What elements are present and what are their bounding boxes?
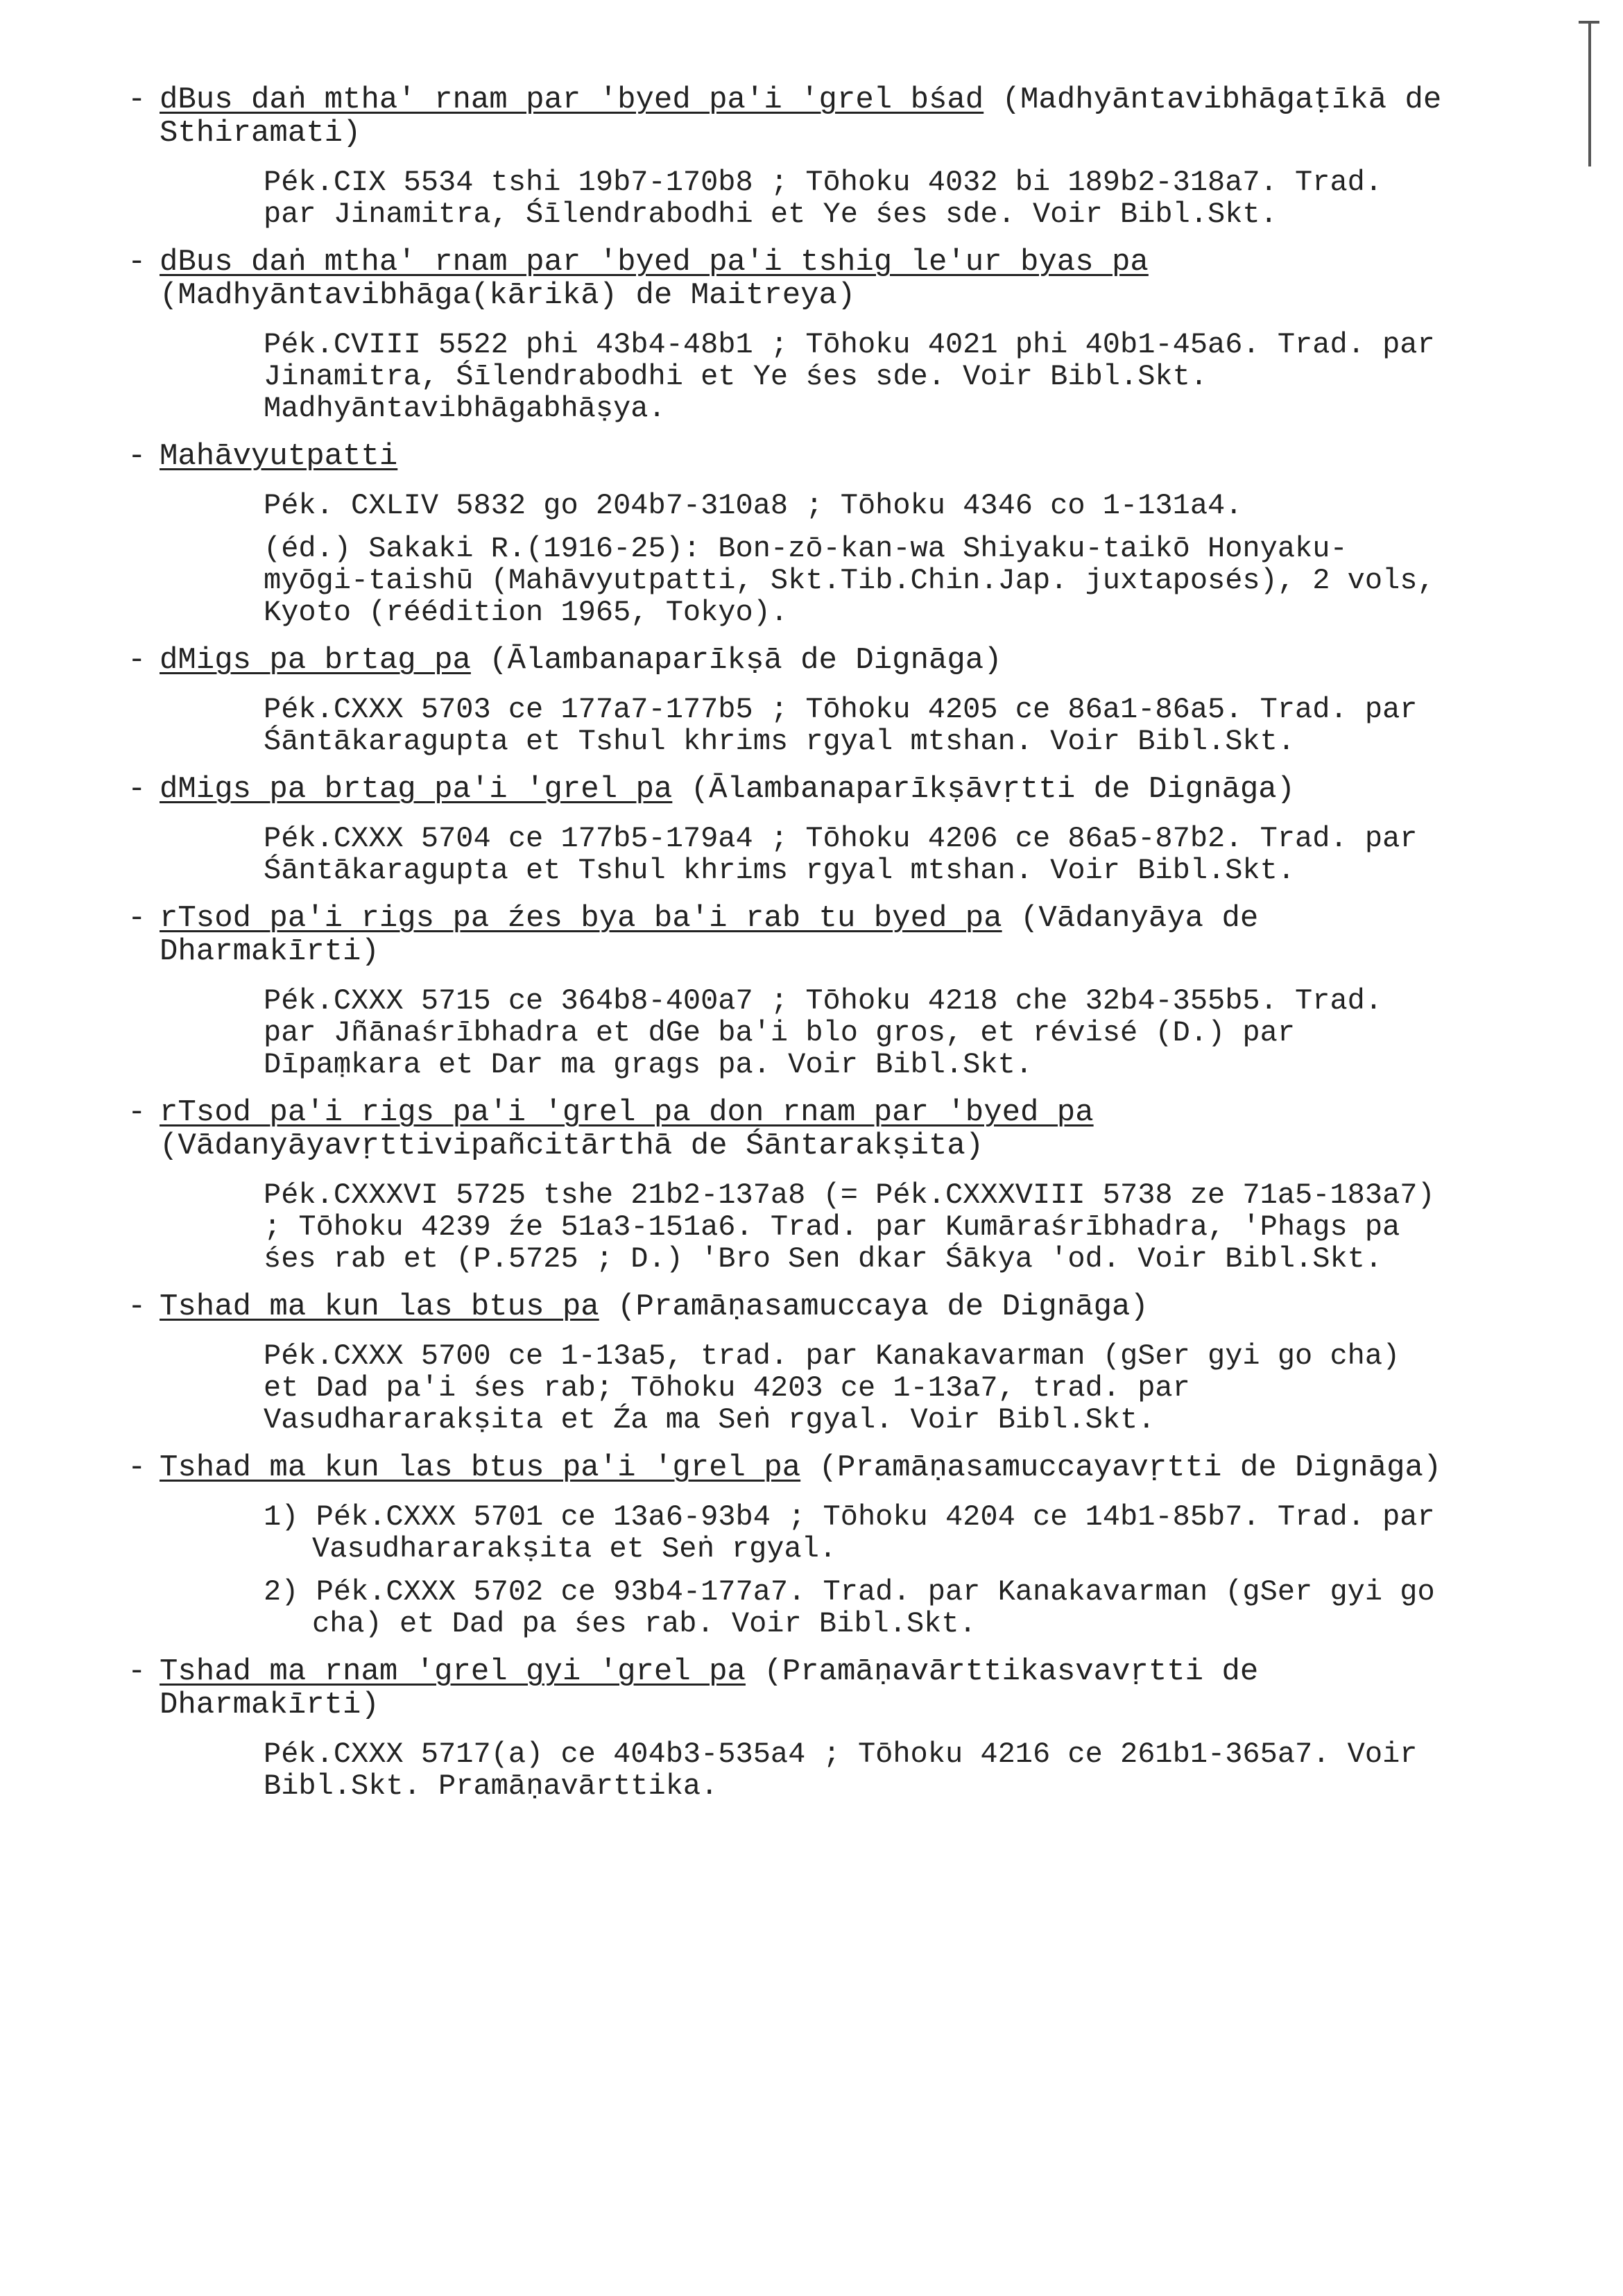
entry-details <box>104 1340 1491 1436</box>
sanskrit-title: (Vādanyāya de Dharmakīrti) <box>160 901 1259 969</box>
entry-details <box>104 490 1491 628</box>
tibetan-title: dBus daṅ mtha' rnam par 'byed pa'i 'grel bśad <box>160 83 984 117</box>
tibetan-title: Tshad ma kun las btus pa'i 'grel pa <box>160 1450 801 1485</box>
tibetan-title: Mahāvyutpatti <box>160 439 398 474</box>
tibetan-title: Tshad ma kun las btus pa <box>160 1290 599 1324</box>
bibliography-entry <box>104 773 1491 886</box>
sanskrit-title: (Vādanyāyavṛttivipañcitārthā de Śāntarakṣita) <box>160 1129 984 1163</box>
detail-line: Pék.CXXXVI 5725 tshe 21b2-137a8 (= Pék.CXXXVIII 5738 ze 71a5-183a7) ; Tōhoku 4239 źe 51a3-151a6. Trad. par Kumāraśrībhadra, 'Phags pa śes rab et (P.5725 ; D.) 'Bro Sen dkar Śākya 'od. Voir Bibl.Skt. <box>264 1179 1435 1276</box>
entry-heading: - Mahāvyutpatti <box>128 439 398 474</box>
tibetan-title: dMigs pa brtag pa'i 'grel pa <box>160 772 673 807</box>
bibliography-entry <box>104 902 1491 1081</box>
detail-line: Pék.CXXX 5704 ce 177b5-179a4 ; Tōhoku 4206 ce 86a5-87b2. Trad. par Śāntākaragupta et Tshul khrims rgyal mtshan. Voir Bibl.Skt. <box>264 822 1418 887</box>
sanskrit-title: (Pramāṇavārttikasvavṛtti de Dharmakīrti) <box>160 1654 1259 1722</box>
detail-line: 2) Pék.CXXX 5702 ce 93b4-177a7. Trad. par Kanakavarman (gSer gyi go cha) et Dad pa śes rab. Voir Bibl.Skt. <box>264 1575 1435 1640</box>
tibetan-title: rTsod pa'i rigs pa źes bya ba'i rab tu byed pa <box>160 901 1002 936</box>
entry-heading: - dMigs pa brtag pa (Ālambanaparīkṣā de Dignāga) <box>128 643 1002 678</box>
entry-details <box>104 329 1491 425</box>
sanskrit-title: (Ālambanaparīkṣāvṛtti de Dignāga) <box>690 772 1296 807</box>
sanskrit-title: (Ālambanaparīkṣā de Dignāga) <box>489 643 1002 678</box>
tibetan-title: dBus daṅ mtha' rnam par 'byed pa'i tshig le'ur byas pa <box>160 245 1149 280</box>
tibetan-title: dMigs pa brtag pa <box>160 643 471 678</box>
detail-line: Pék.CXXX 5703 ce 177a7-177b5 ; Tōhoku 4205 ce 86a1-86a5. Trad. par Śāntākaragupta et Tshul khrims rgyal mtshan. Voir Bibl.Skt. <box>264 693 1418 758</box>
entry-heading: - Tshad ma kun las btus pa'i 'grel pa (Pramāṇasamuccayavṛtti de Dignāga) <box>128 1450 1442 1485</box>
entry-details <box>104 694 1491 757</box>
entry-heading: - dBus daṅ mtha' rnam par 'byed pa'i tshig le'ur byas pa (Madhyāntavibhāga(kārikā) de Maitreya) <box>128 245 1149 313</box>
bibliography-entry <box>104 440 1491 628</box>
detail-line: Pék.CXXX 5715 ce 364b8-400a7 ; Tōhoku 4218 che 32b4-355b5. Trad. par Jñānaśrībhadra et dGe ba'i blo gros, et révisé (D.) par Dīpaṃkara et Dar ma grags pa. Voir Bibl.Skt. <box>264 984 1383 1081</box>
detail-line: Pék.CVIII 5522 phi 43b4-48b1 ; Tōhoku 4021 phi 40b1-45a6. Trad. par Jinamitra, Śīlendrabodhi et Ye śes sde. Voir Bibl.Skt. Madhyāntavibhāgabhāṣya. <box>264 328 1435 425</box>
detail-line: Pék.CXXX 5717(a) ce 404b3-535a4 ; Tōhoku 4216 ce 261b1-365a7. Voir Bibl.Skt. Pramāṇavārttika. <box>264 1738 1418 1803</box>
detail-line: Pék.CXXX 5700 ce 1-13a5, trad. par Kanakavarman (gSer gyi go cha) et Dad pa'i śes rab; Tōhoku 4203 ce 1-13a7, trad. par Vasudhararakṣita et Źa ma Seṅ rgyal. Voir Bibl.Skt. <box>264 1339 1400 1437</box>
sanskrit-title: (Pramāṇasamuccaya de Dignāga) <box>617 1290 1149 1324</box>
tibetan-title: rTsod pa'i rigs pa'i 'grel pa don rnam par 'byed pa <box>160 1095 1094 1130</box>
detail-line: 1) Pék.CXXX 5701 ce 13a6-93b4 ; Tōhoku 4204 ce 14b1-85b7. Trad. par Vasudhararakṣita et Seṅ rgyal. <box>264 1500 1435 1566</box>
bibliography-list <box>104 83 1491 1817</box>
bibliography-entry <box>104 644 1491 757</box>
entry-heading: - Tshad ma rnam 'grel gyi 'grel pa (Pramāṇavārttikasvavṛtti de Dharmakīrti) <box>128 1654 1259 1722</box>
tibetan-title: Tshad ma rnam 'grel gyi 'grel pa <box>160 1654 746 1689</box>
bibliography-entry <box>104 83 1491 230</box>
entry-heading: - dBus daṅ mtha' rnam par 'byed pa'i 'grel bśad (Madhyāntavibhāgaṭīkā de Sthiramati) <box>128 83 1442 151</box>
entry-heading: - rTsod pa'i rigs pa'i 'grel pa don rnam par 'byed pa (Vādanyāyavṛttivipañcitārthā de Śāntarakṣita) <box>128 1095 1094 1163</box>
entry-details <box>104 166 1491 230</box>
entry-heading: - Tshad ma kun las btus pa (Pramāṇasamuccaya de Dignāga) <box>128 1290 1149 1324</box>
entry-details <box>104 1738 1491 1802</box>
sanskrit-title: (Madhyāntavibhāga(kārikā) de Maitreya) <box>160 278 856 313</box>
bibliography-entry <box>104 246 1491 425</box>
entry-details <box>104 823 1491 886</box>
entry-heading: - dMigs pa brtag pa'i 'grel pa (Ālambanaparīkṣāvṛtti de Dignāga) <box>128 772 1296 807</box>
entry-details <box>104 985 1491 1081</box>
entry-details <box>104 1501 1491 1640</box>
sanskrit-title: (Madhyāntavibhāgaṭīkā de Sthiramati) <box>160 83 1442 151</box>
entry-heading: - rTsod pa'i rigs pa źes bya ba'i rab tu byed pa (Vādanyāya de Dharmakīrti) <box>128 901 1259 969</box>
sanskrit-title: (Pramāṇasamuccayavṛtti de Dignāga) <box>818 1450 1442 1485</box>
bibliography-entry <box>104 1290 1491 1436</box>
detail-line: Pék.CIX 5534 tshi 19b7-170b8 ; Tōhoku 4032 bi 189b2-318a7. Trad. par Jinamitra, Śīlendrabodhi et Ye śes sde. Voir Bibl.Skt. <box>264 166 1383 231</box>
bibliography-entry <box>104 1096 1491 1275</box>
detail-line: (éd.) Sakaki R.(1916-25): Bon-zō-kan-wa Shiyaku-taikō Honyaku-myōgi-taishū (Mahāvyutpatti, Skt.Tib.Chin.Jap. juxtaposés), 2 vols, Kyoto (réédition 1965, Tokyo). <box>264 532 1435 629</box>
detail-line: Pék. CXLIV 5832 go 204b7-310a8 ; Tōhoku 4346 co 1-131a4. <box>264 489 1243 522</box>
entry-details <box>104 1179 1491 1275</box>
bibliography-entry <box>104 1451 1491 1640</box>
bibliography-entry <box>104 1655 1491 1802</box>
page-edge-mark <box>1588 21 1591 166</box>
